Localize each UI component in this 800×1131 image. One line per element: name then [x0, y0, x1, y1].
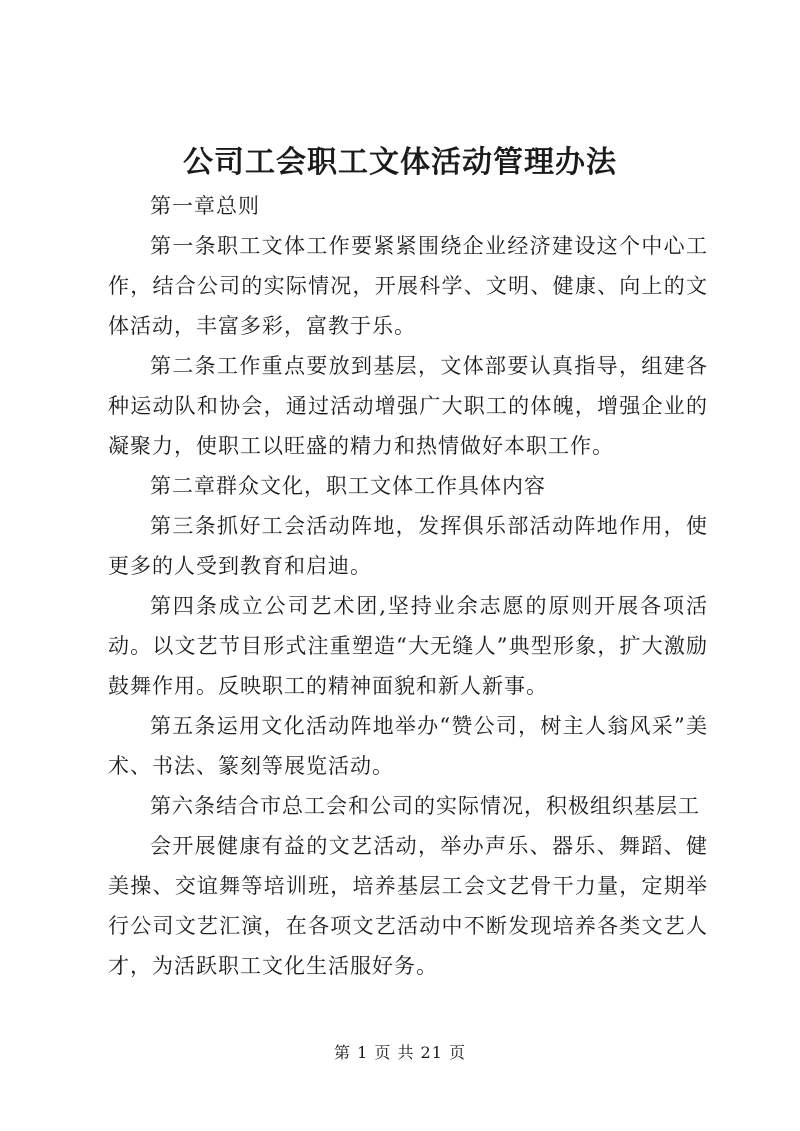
article-paragraph: 会开展健康有益的文艺活动，举办声乐、器乐、舞蹈、健美操、交谊舞等培训班，培养基层工会文艺骨干力量，定期举行公司文艺汇演，在各项文艺活动中不断发现培养各类文艺人才，为活跃职工文化生活服好务。: [108, 834, 708, 978]
page-number-footer: 第 1 页 共 21 页: [334, 1043, 466, 1062]
article-paragraph: 第四条成立公司艺术团,坚持业余志愿的原则开展各项活动。以文艺节目形式注重塑造“大无缝人”典型形象，扩大激励鼓舞作用。反映职工的精神面貌和新人新事。: [108, 594, 708, 698]
document-body: [108, 186, 708, 986]
article-paragraph: 第一条职工文体工作要紧紧围绕企业经济建设这个中心工作，结合公司的实际情况，开展科学、文明、健康、向上的文体活动，丰富多彩，富教于乐。: [108, 234, 708, 338]
article-paragraph: 第六条结合市总工会和公司的实际情况，积极组织基层工: [150, 794, 700, 818]
article-paragraph: 第二条工作重点要放到基层，文体部要认真指导，组建各种运动队和协会，通过活动增强广大职工的体魄，增强企业的凝聚力，使职工以旺盛的精力和热情做好本职工作。: [108, 354, 708, 458]
article-paragraph: 第五条运用文化活动阵地举办“赞公司，树主人翁风采”美术、书法、篆刻等展览活动。: [108, 714, 708, 778]
chapter-heading: 第一章总则: [150, 194, 260, 218]
article-paragraph: 第三条抓好工会活动阵地，发挥俱乐部活动阵地作用，使更多的人受到教育和启迪。: [108, 514, 708, 578]
document-title: 公司工会职工文体活动管理办法: [183, 145, 617, 180]
chapter-heading: 第二章群众文化，职工文体工作具体内容: [150, 474, 546, 498]
